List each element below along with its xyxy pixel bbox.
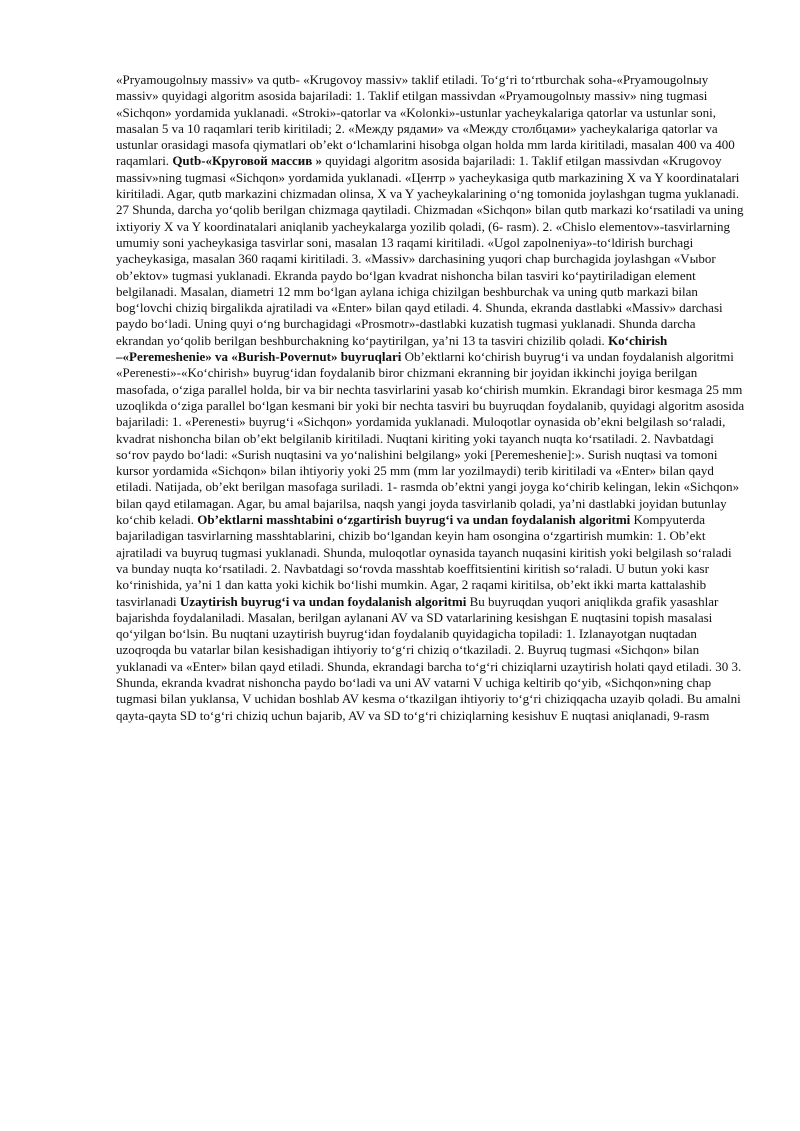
heading-masshtab: Ob’ektlarni masshtabini o‘zgartirish buyrug‘i va undan foydalanish algoritmi (197, 512, 631, 528)
heading-kochirish-burish: Ko‘chirish –«Peremeshenie» va «Burish-Povernut» buyruqlari (116, 332, 668, 365)
heading-qutb-massiv: Qutb-«Круговой массив » (172, 153, 323, 169)
paragraph-text-4: Kompyuterda bajariladigan tasvirlarning masshtablarini, chizib bo‘lgandan keyin ham osongina o‘zgartirish mumkin: 1. Ob’ekt ajratiladi va buyruq tugmasi yuklanadi. Shunda, muloqotlar oynasida tayanch nuqasini kiritish yoki belgilash so‘raladi va bunday nuqta ko‘rsatiladi. 2. Navbatdagi so‘rovda masshtab koeffitsientini kiritish so‘raladi. U butun yoki kasr ko‘rinishida, ya’ni 1 dan katta yoki kichik bo‘lishi mumkin. Agar, 2 raqami kiritilsa, ob’ekt ikki marta kattalashib tasvirlanadi (116, 512, 732, 609)
paragraph-text-3: Ob’ektlarni ko‘chirish buyrug‘i va undan foydalanish algoritmi «Perenesti»-«Ko‘chirish» buyrug‘idan foydalanib biror chizmani ekranning bir joyidan ikkinchi joyiga berilgan masofada, o‘ziga parallel holda, bir va bir nechta tasvirlarini yasab ko‘chirish mumkin. Ekrandagi biror kesmaga 25 mm uzoqlikda o‘ziga parallel bo‘lgan kesmani bir yoki bir nechta tasviri bu buyruqdan foydalanib, quyidagi algoritm asosida bajariladi: 1. «Perenesti» buyrug‘i «Sichqon» yordamida yuklanadi. Muloqotlar oynasida ob’ekni belgilash so‘raladi, kvadrat nishoncha bilan ob’ekt belgilanib kiritiladi. Nuqtani kiriting yoki tayanch nuqta ko‘rsatiladi. 2. Navbatdagi so‘rov paydo bo‘ladi: «Surish nuqtasini va yo‘nalishini belgilang» yoki [Peremeshenie]:». Surish nuqtasi va tomoni kursor yordamida «Sichqon» bilan ihtiyoriy yoki 25 mm (mm lar yozilmaydi) terib kiritiladi va «Enter» bilan qayd etiladi. Natijada, ob’ekt berilgan masofaga suriladi. 1- rasmda ob’ektni yangi joyga ko‘chirib kelingan, lekin «Sichqon» bilan qayd etilamagan. Agar, bu amal bajarilsa, naqsh yangi joyda tasvirlanib qoladi, ya’ni dastlabki joyidan butunlay ko‘chib keladi. (116, 349, 745, 528)
paragraph-text-5: Bu buyruqdan yuqori aniqlikda grafik yasashlar bajarishda foydalaniladi. Masalan, berilgan aylanani AV va SD vatarlarining kesishgan E nuqtasini topish masalasi qo‘yilgan bo‘lsin. Bu nuqtani uzaytirish buyrug‘idan foydalanib quyidagicha topiladi: 1. Izlanayotgan nuqtadan uzoqroqda bu vatarlar bilan kesishadigan ihtiyoriy to‘g‘ri chiziq o‘tkaziladi. 2. Buyruq tugmasi «Sichqon» bilan yuklanadi va «Enter» bilan qayd etiladi. Shunda, ekrandagi barcha to‘g‘ri chiziqlarni uzaytirish holati qayd etiladi. 30 3. Shunda, ekranda kvadrat nishoncha paydo bo‘ladi va uni AV vatarni V uchiga keltirib qo‘yib, «Sichqon»ning chap tugmasi bilan yuklansa, V uchidan boshlab AV kesma o‘tkazilgan ihtiyoriy to‘g‘ri chiziqqacha uzayib qoladi. Bu amalni qayta-qayta SD to‘g‘ri chiziq uchun bajarib, AV va SD to‘g‘ri chiziqlarning kesishuv E nuqtasi aniqlanadi, 9-rasm (116, 593, 742, 723)
document-body (116, 72, 746, 724)
paragraph-text-2: quyidagi algoritm asosida bajariladi: 1. Taklif etilgan massivdan «Krugovoy massiv»ning tugmasi «Sichqon» yordamida yuklanadi. «Центр » yacheykasiga qutb markazining X va Y koordinatalari kiritiladi. Agar, qutb markazini chizmadan olinsa, X va Y yacheykalarining o‘ng tomonida joylashgan tugma yuklanadi. 27 Shunda, darcha yo‘qolib berilgan chizmaga qaytiladi. Chizmadan «Sichqon» bilan qutb markazi ko‘rsatiladi va uning ixtiyoriy X va Y koordinatalari aniqlanib yacheykalarga yozilib qoladi, (6- rasm). 2. «Chislo elementov»-tasvirlarning umumiy soni yacheykasiga tasvirlar soni, masalan 13 raqami kiritiladi. «Ugol zapolneniya»-to‘ldirish burchagi yacheykasiga, masalan 360 raqami kiritiladi. 3. «Massiv» darchasining yuqori chap burchagida joylashgan «Vыbor ob’ektov» tugmasi yuklanadi. Ekranda paydo bo‘lgan kvadrat nishoncha bilan tasviri ko‘paytiriladigan element belgilanadi. Masalan, diametri 12 mm bo‘lgan aylana ichiga chizilgan beshburchak va uning qutb markazi bilan bog‘lovchi chiziq birgalikda ajratiladi va «Enter» bilan qayd etiladi. 4. Shunda, ekranda dastlabki «Massiv» darchasi paydo bo‘ladi. Uning quyi o‘ng burchagidagi «Prosmotr»-dastlabki kuzatish tugmasi yuklanadi. Shunda darcha ekrandan yo‘qolib berilgan beshburchakning ko‘paytirilgan, ya’ni 13 ta tasviri chizilib qoladi. (116, 153, 744, 348)
paragraph-text-1: «Pryamougolnыy massiv» va qutb- «Krugovoy massiv» taklif etiladi. To‘g‘ri to‘rtburchak soha-«Pryamougolnыy massiv» quyidagi algoritm asosida bajariladi: 1. Taklif etilgan massivdan «Pryamougolnыy massiv» ning tugmasi «Sichqon» yordamida yuklanadi. «Stroki»-qatorlar va «Kolonki»-ustunlar yacheykalariga qatorlar va ustunlar soni, masalan 5 va 10 raqamlari terib kiritiladi; 2. «Между рядами» va «Между столбцами» yacheykalariga qatorlar va ustunlar orasidagi masofa qiymatlari ob’ekt o‘lchamlarini hisobga olgan holda mm larda kiritiladi, masalan 400 va 400 raqamlari. (116, 72, 735, 169)
heading-uzaytirish: Uzaytirish buyrug‘i va undan foydalanish algoritmi (179, 593, 467, 609)
